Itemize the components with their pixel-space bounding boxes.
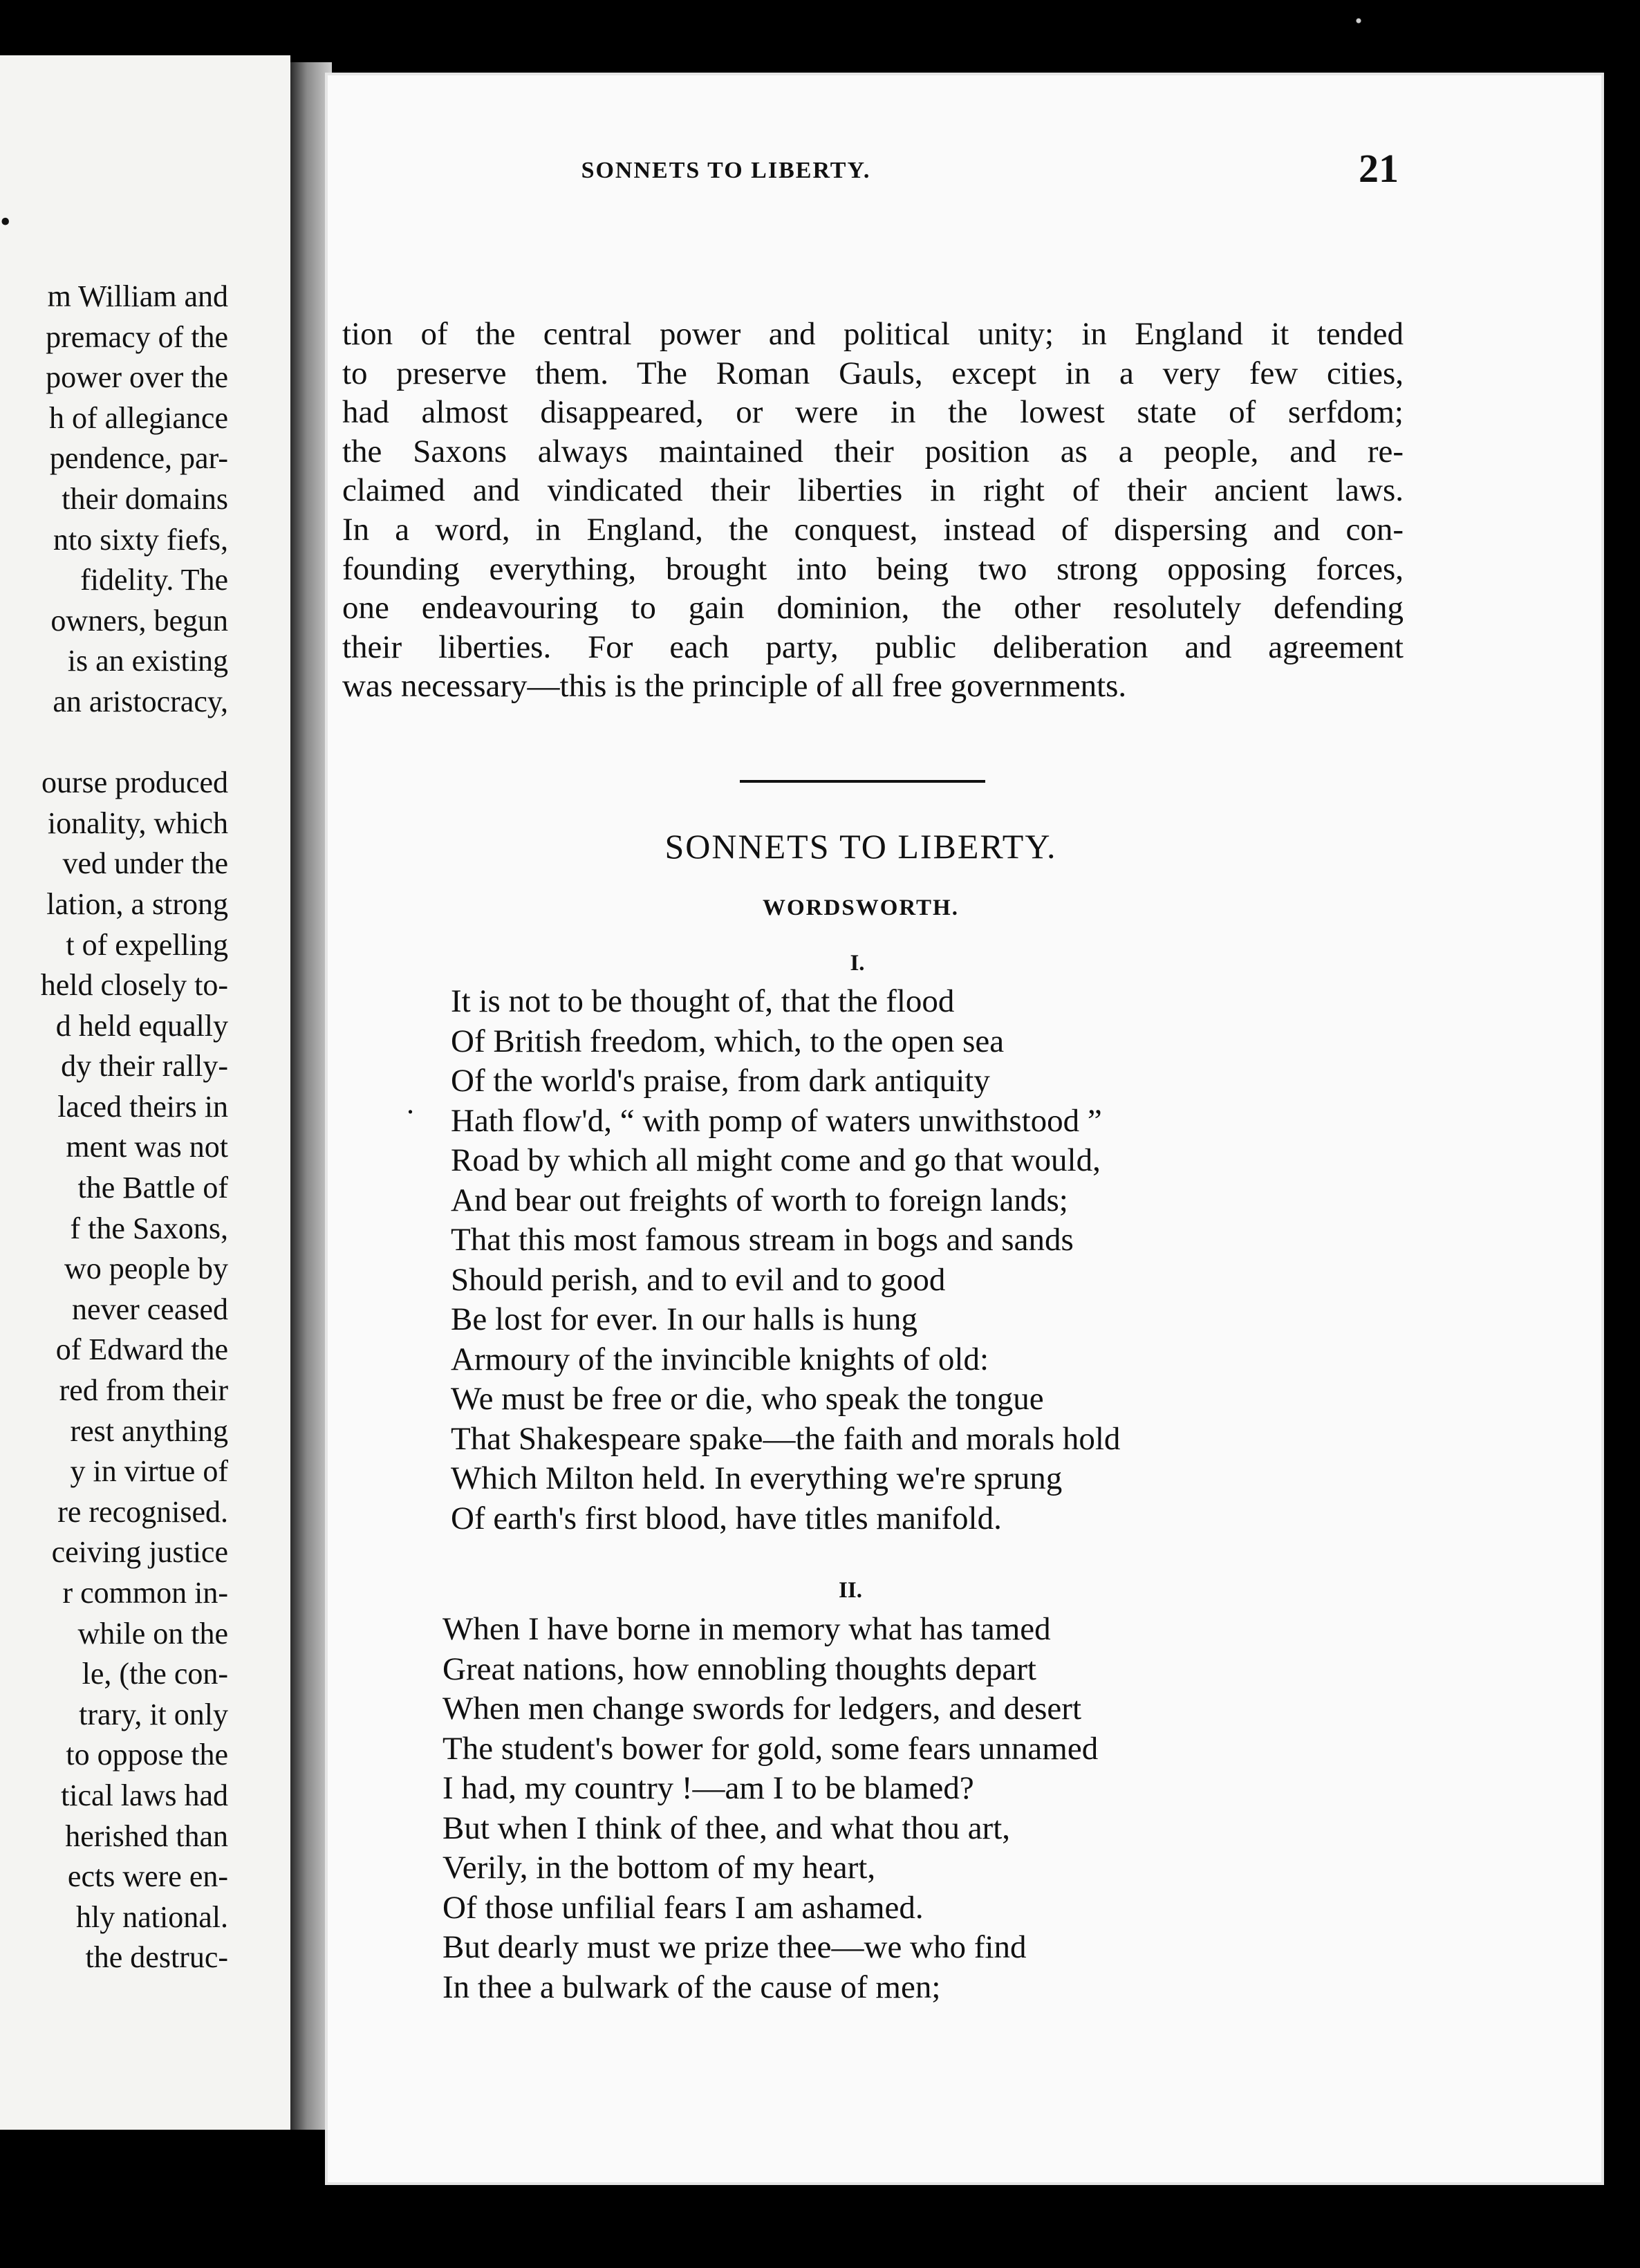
left-page-line: h of allegiance bbox=[49, 400, 228, 435]
left-page-line: t of expelling bbox=[66, 927, 228, 962]
sonnet-1-numeral: I. bbox=[850, 951, 865, 976]
prose-line: In a word, in England, the conquest, instead of dispersing and con- bbox=[342, 511, 1404, 548]
left-page-line: pendence, par- bbox=[49, 441, 228, 476]
left-page-line: their domains bbox=[62, 481, 228, 516]
sonnet-2-text bbox=[442, 1610, 1480, 2007]
prose-paragraph bbox=[342, 315, 1404, 706]
left-page-line: ment was not bbox=[66, 1130, 228, 1164]
left-page-line: nto sixty fiefs, bbox=[53, 522, 228, 557]
left-page-line: ourse produced bbox=[41, 765, 228, 800]
left-page-line bbox=[0, 723, 228, 763]
left-page-line: held closely to- bbox=[40, 968, 228, 1003]
left-page-mark: • bbox=[0, 205, 11, 239]
left-page-line: while on the bbox=[77, 1616, 228, 1651]
left-page-line: tical laws had bbox=[61, 1778, 228, 1812]
sonnet-line: When I have borne in memory what has tamed bbox=[442, 1611, 1051, 1647]
left-page-line: le, (the con- bbox=[82, 1657, 228, 1691]
section-divider bbox=[740, 780, 985, 783]
left-page-line: fidelity. The bbox=[80, 563, 228, 597]
sonnet-line: Of the world's praise, from dark antiquity bbox=[451, 1063, 990, 1099]
sonnet-line: The student's bower for gold, some fears unnamed bbox=[442, 1730, 1099, 1767]
sonnet-line: I had, my country !—am I to be blamed? bbox=[442, 1770, 974, 1806]
left-page-line: trary, it only bbox=[79, 1697, 228, 1731]
sonnet-line: Should perish, and to evil and to good bbox=[451, 1261, 946, 1298]
running-head: SONNETS TO LIBERTY. bbox=[581, 158, 871, 183]
left-page-line: dy their rally- bbox=[61, 1049, 228, 1084]
left-page-line: power over the bbox=[46, 360, 228, 395]
left-page-line: re recognised. bbox=[57, 1494, 228, 1529]
left-page-line: an aristocracy, bbox=[53, 684, 228, 718]
left-page-text bbox=[0, 277, 228, 1978]
left-page-line: to oppose the bbox=[66, 1738, 228, 1772]
sonnet-2-numeral: II. bbox=[839, 1578, 862, 1603]
left-page-line: is an existing bbox=[67, 644, 228, 678]
prose-line: founding everything, brought into being two strong opposing forces, bbox=[342, 550, 1404, 587]
sonnet-line: But dearly must we prize thee—we who find bbox=[442, 1929, 1027, 1965]
left-page-line: ionality, which bbox=[47, 806, 228, 840]
prose-line: claimed and vindicated their liberties in right of their ancient laws. bbox=[342, 472, 1404, 509]
sonnet-line: Verily, in the bottom of my heart, bbox=[442, 1850, 876, 1886]
page-number: 21 bbox=[1359, 146, 1399, 191]
sonnet-line: But when I think of thee, and what thou art, bbox=[442, 1810, 1011, 1846]
author-name: WORDSWORTH. bbox=[763, 895, 959, 920]
prose-line: to preserve them. The Roman Gauls, except in a very few cities, bbox=[342, 355, 1404, 391]
left-page-line: lation, a strong bbox=[46, 886, 228, 921]
left-page-line: owners, begun bbox=[50, 603, 228, 638]
margin-dot: . bbox=[407, 1086, 414, 1120]
left-page-line: laced theirs in bbox=[57, 1089, 228, 1124]
left-page-line: m William and bbox=[47, 279, 228, 313]
sonnet-line: Be lost for ever. In our halls is hung bbox=[451, 1301, 917, 1337]
left-page-line: herished than bbox=[65, 1819, 228, 1853]
left-page-line: premacy of the bbox=[46, 319, 228, 354]
sonnet-line: When men change swords for ledgers, and desert bbox=[442, 1691, 1082, 1727]
left-page-line: wo people by bbox=[64, 1252, 228, 1286]
left-page-line: the Battle of bbox=[77, 1171, 228, 1205]
prose-line: was necessary—this is the principle of all free governments. bbox=[342, 668, 1127, 705]
left-page-line: hly national. bbox=[76, 1899, 228, 1934]
left-page-line: the destruc- bbox=[85, 1940, 228, 1975]
prose-line: their liberties. For each party, public deliberation and agreement bbox=[342, 629, 1404, 665]
left-page-line: d held equally bbox=[55, 1008, 228, 1043]
left-page-line: red from their bbox=[59, 1373, 228, 1408]
left-page-line: of Edward the bbox=[55, 1332, 228, 1367]
sonnet-line: Which Milton held. In everything we're sprung bbox=[451, 1460, 1063, 1496]
prose-line: the Saxons always maintained their position as a people, and re- bbox=[342, 433, 1404, 470]
sonnet-line: We must be free or die, who speak the tongue bbox=[451, 1381, 1044, 1417]
sonnet-line: Of those unfilial fears I am ashamed. bbox=[442, 1889, 924, 1926]
prose-line: one endeavouring to gain dominion, the other resolutely defending bbox=[342, 590, 1404, 626]
left-page-line: ved under the bbox=[62, 846, 228, 881]
sonnet-line: Road by which all might come and go that would, bbox=[451, 1142, 1101, 1178]
sonnet-line: Of earth's first blood, have titles manifold. bbox=[451, 1500, 1002, 1536]
left-page-line: ceiving justice bbox=[51, 1535, 228, 1570]
sonnet-line: That this most famous stream in bogs and sands bbox=[451, 1222, 1074, 1258]
left-page-line: rest anything bbox=[70, 1413, 228, 1448]
sonnet-1-text bbox=[451, 982, 1488, 1539]
left-page-line: never ceased bbox=[72, 1292, 228, 1326]
prose-line: tion of the central power and political unity; in England it tended bbox=[342, 316, 1404, 352]
sonnet-line: That Shakespeare spake—the faith and morals hold bbox=[451, 1420, 1121, 1457]
scan-speck bbox=[1345, 0, 1372, 41]
left-page-line: ects were en- bbox=[67, 1859, 228, 1894]
sonnet-line: In thee a bulwark of the cause of men; bbox=[442, 1969, 941, 2005]
left-page-line: y in virtue of bbox=[70, 1454, 228, 1489]
sonnet-line: And bear out freights of worth to foreign lands; bbox=[451, 1182, 1068, 1218]
sonnet-line: Hath flow'd, “ with pomp of waters unwithstood ” bbox=[451, 1102, 1102, 1139]
prose-line: had almost disappeared, or were in the lowest state of serfdom; bbox=[342, 394, 1404, 431]
sonnet-line: Great nations, how ennobling thoughts depart bbox=[442, 1651, 1036, 1687]
left-page-line: r common in- bbox=[62, 1576, 228, 1610]
sonnet-line: It is not to be thought of, that the flood bbox=[451, 983, 955, 1019]
section-title: SONNETS TO LIBERTY. bbox=[664, 827, 1057, 866]
left-page-line: f the Saxons, bbox=[70, 1211, 228, 1245]
sonnet-line: Armoury of the invincible knights of old: bbox=[451, 1341, 989, 1377]
sonnet-line: Of British freedom, which, to the open sea bbox=[451, 1023, 1005, 1059]
